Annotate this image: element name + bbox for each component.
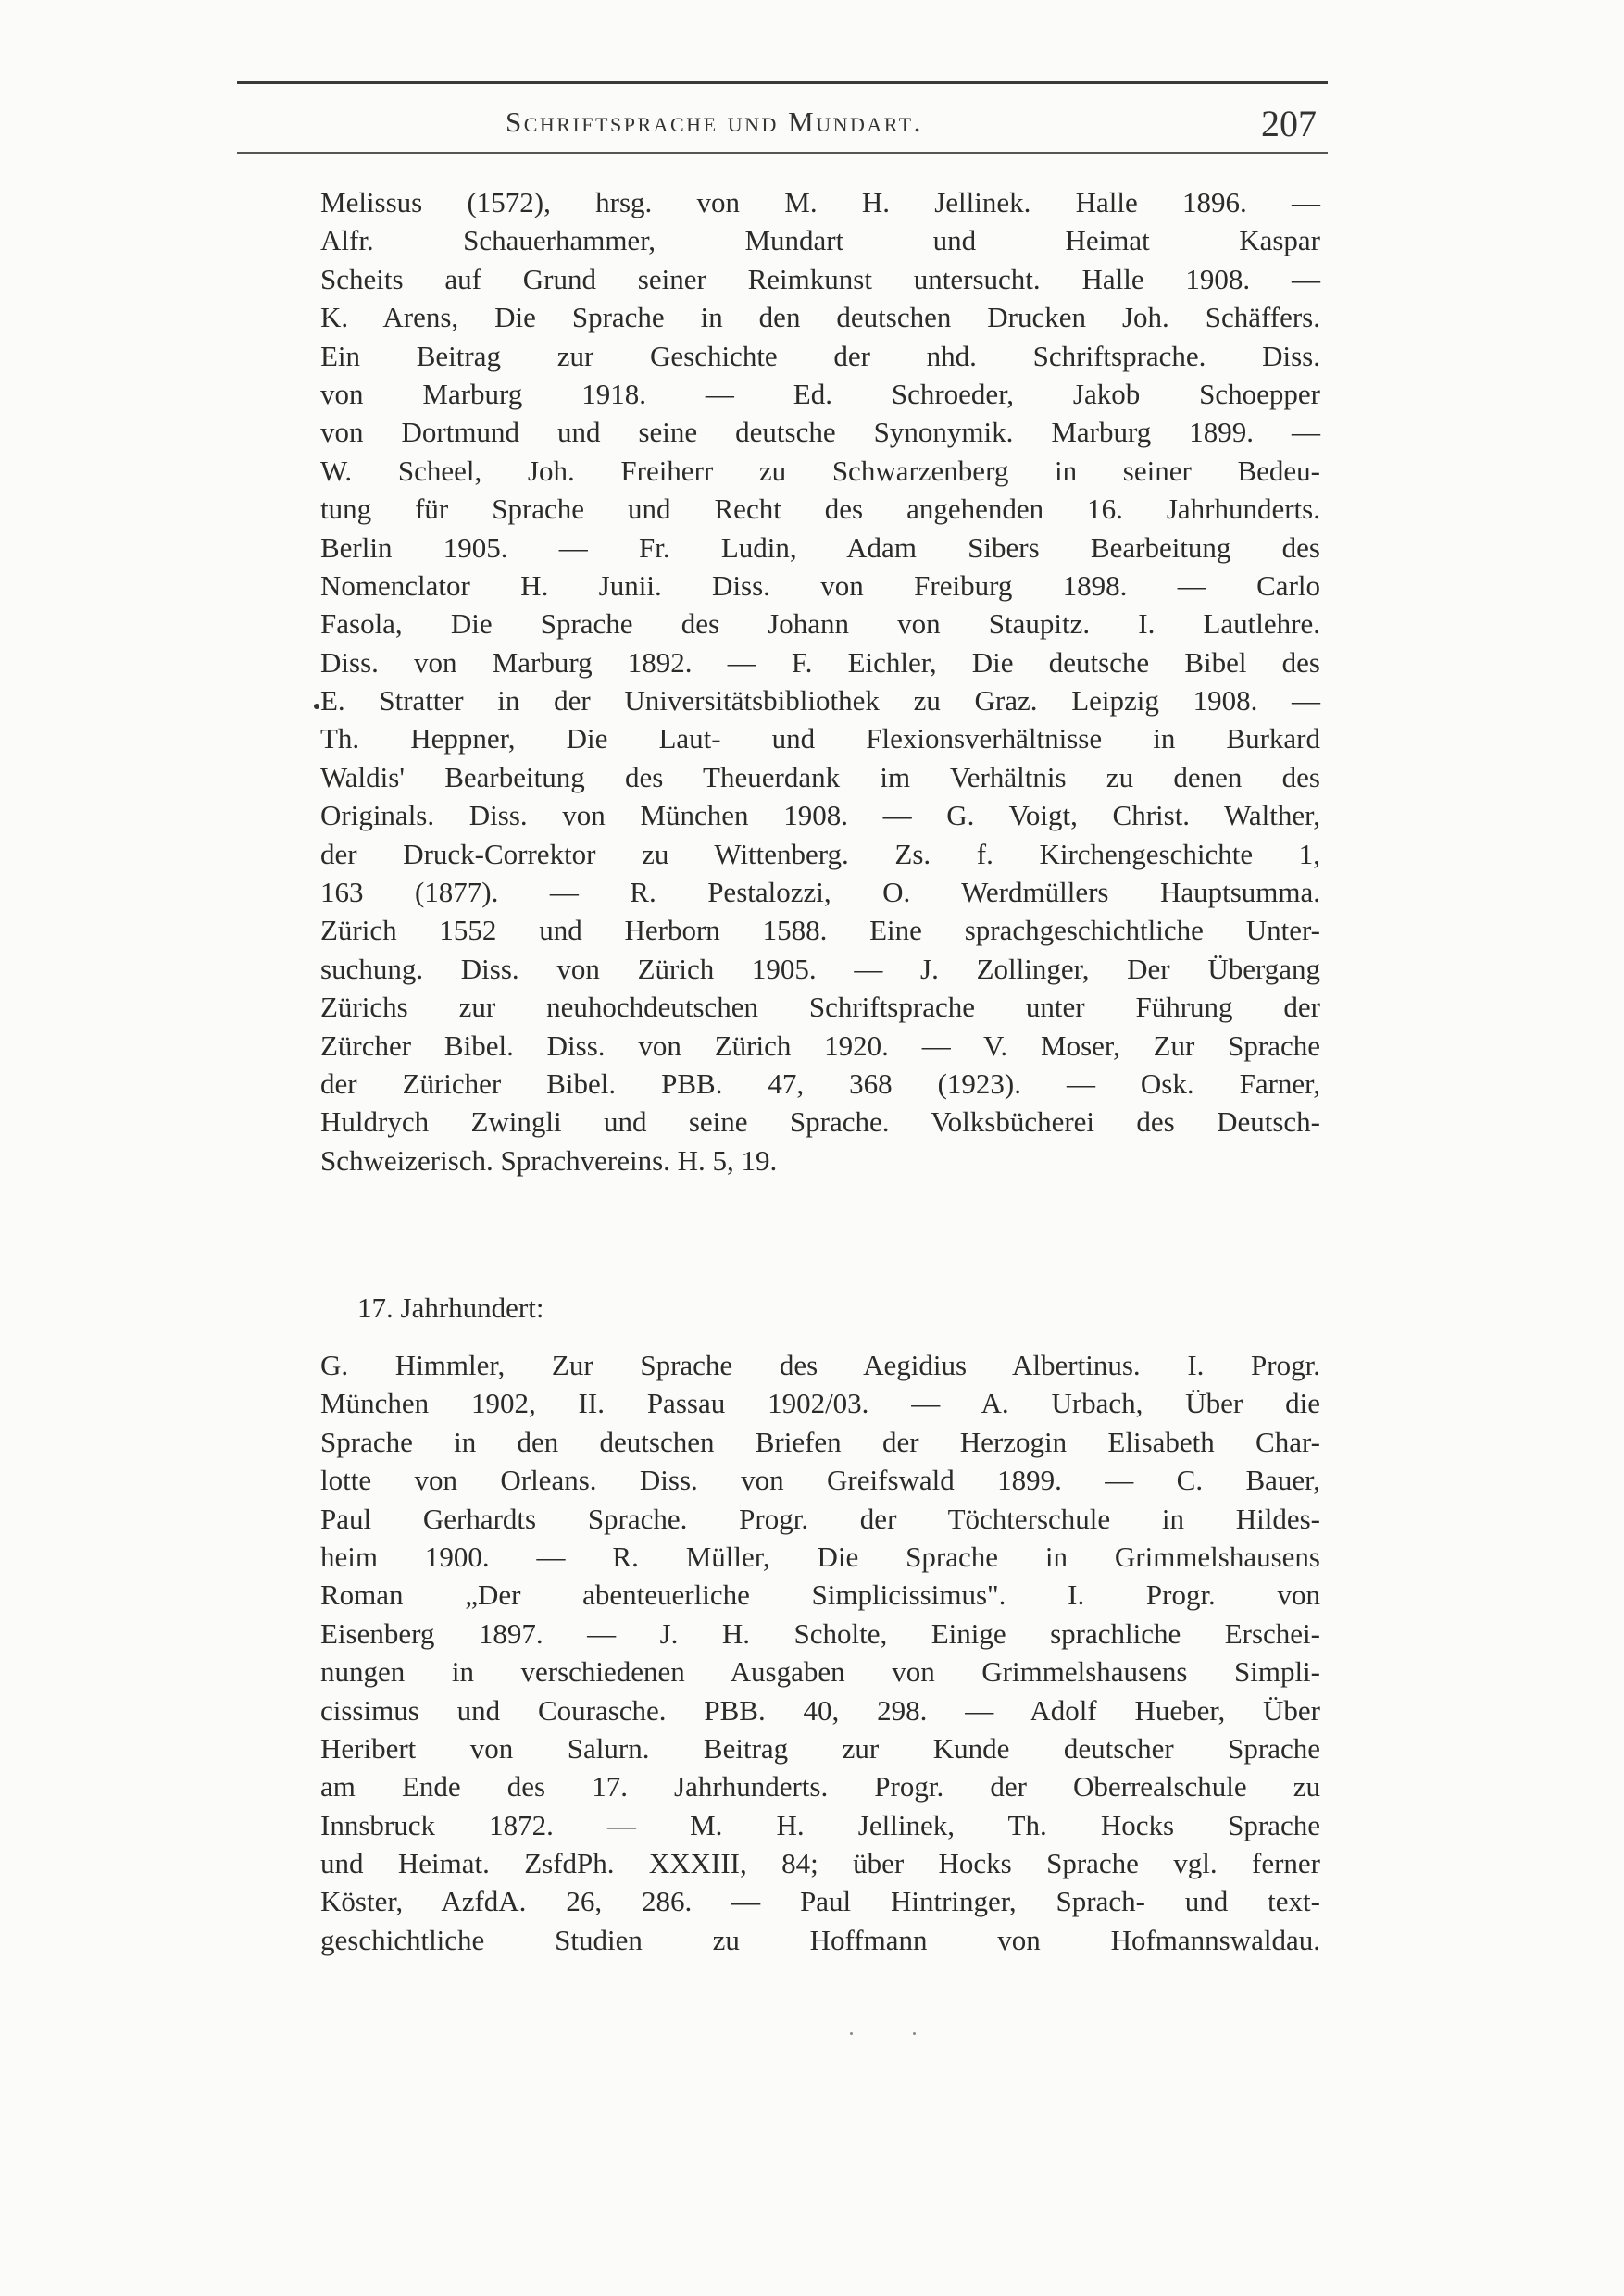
text-line: W. Scheel, Joh. Freiherr zu Schwarzenberg in seiner Bedeu- [320,454,1320,487]
text-line: suchung. Diss. von Zürich 1905. — J. Zollinger, Der Übergang [320,952,1320,985]
text-line: München 1902, II. Passau 1902/03. — A. Urbach, Über die [320,1387,1320,1420]
text-line: G. Himmler, Zur Sprache des Aegidius Albertinus. I. Progr. [320,1349,1320,1381]
header-top-rule [237,81,1328,84]
text-line: Heribert von Salurn. Beitrag zur Kunde deutscher Sprache [320,1731,1320,1765]
text-line: nungen in verschiedenen Ausgaben von Grimmelshausens Simpli- [320,1655,1320,1689]
text-line: Zürich 1552 und Herborn 1588. Eine sprachgeschichtliche Unter- [320,914,1320,947]
text-line: Innsbruck 1872. — M. H. Jellinek, Th. Hocks Sprache [320,1808,1320,1841]
text-line: Huldrych Zwingli und seine Sprache. Volksbücherei des Deutsch- [320,1105,1320,1139]
text-line: am Ende des 17. Jahrhunderts. Progr. der Oberrealschule zu [320,1770,1320,1803]
bibliography-paragraph-17th-century [320,1346,1320,1959]
text-line: Paul Gerhardts Sprache. Progr. der Töchterschule in Hildes- [320,1502,1320,1535]
text-line: heim 1900. — R. Müller, Die Sprache in Grimmelshausens [320,1540,1320,1573]
text-line: von Dortmund und seine deutsche Synonymik. Marburg 1899. — [320,416,1320,449]
header-bottom-rule [237,152,1328,154]
text-line: K. Arens, Die Sprache in den deutschen Drucken Joh. Schäffers. [320,301,1320,334]
section-heading-17th-century: 17. Jahrhundert: [357,1292,544,1324]
page-number: 207 [1261,103,1317,144]
text-line: der Druck-Correktor zu Wittenberg. Zs. f. Kirchengeschichte 1, [320,837,1320,870]
text-line: Nomenclator H. Junii. Diss. von Freiburg 1898. — Carlo [320,568,1320,602]
text-line: und Heimat. ZsfdPh. XXXIII, 84; über Hocks Sprache vgl. ferner [320,1847,1320,1880]
text-line: 163 (1877). — R. Pestalozzi, O. Werdmüllers Hauptsumma. [320,876,1320,909]
bibliography-paragraph-16th-century [320,183,1320,1179]
text-line: Ein Beitrag zur Geschichte der nhd. Schriftsprache. Diss. [320,339,1320,372]
text-line: der Züricher Bibel. PBB. 47, 368 (1923). — Osk. Farner, [320,1067,1320,1100]
text-line: Scheits auf Grund seiner Reimkunst untersucht. Halle 1908. — [320,262,1320,295]
scan-speck [913,2032,916,2035]
text-line: Waldis' Bearbeitung des Theuerdank im Verhältnis zu denen des [320,760,1320,793]
text-line: Roman „Der abenteuerliche Simplicissimus". I. Progr. von [320,1578,1320,1612]
text-line: Köster, AzfdA. 26, 286. — Paul Hintringer, Sprach- und text- [320,1885,1320,1918]
scan-speck [850,2032,853,2035]
text-line: Diss. von Marburg 1892. — F. Eichler, Die deutsche Bibel des [320,645,1320,679]
text-line: Fasola, Die Sprache des Johann von Staupitz. I. Lautlehre. [320,607,1320,641]
running-title: Schriftsprache und Mundart. [506,106,923,138]
text-line: lotte von Orleans. Diss. von Greifswald 1899. — C. Bauer, [320,1464,1320,1497]
text-line: Eisenberg 1897. — J. H. Scholte, Einige sprachliche Erschei- [320,1616,1320,1650]
margin-mark [314,704,319,709]
text-line: Alfr. Schauerhammer, Mundart und Heimat Kaspar [320,224,1320,257]
text-line: geschichtliche Studien zu Hoffmann von Hofmannswaldau. [320,1923,1320,1956]
text-line: tung für Sprache und Recht des angehenden 16. Jahrhunderts. [320,493,1320,526]
text-line: Sprache in den deutschen Briefen der Herzogin Elisabeth Char- [320,1425,1320,1458]
text-line: cissimus und Courasche. PBB. 40, 298. — Adolf Hueber, Über [320,1693,1320,1727]
text-line: Melissus (1572), hrsg. von M. H. Jellinek. Halle 1896. — [320,186,1320,218]
text-line: Berlin 1905. — Fr. Ludin, Adam Sibers Bearbeitung des [320,530,1320,564]
text-line: Th. Heppner, Die Laut- und Flexionsverhältnisse in Burkard [320,722,1320,755]
text-line: Schweizerisch. Sprachvereins. H. 5, 19. [320,1143,778,1177]
text-line: Zürcher Bibel. Diss. von Zürich 1920. — V. Moser, Zur Sprache [320,1029,1320,1062]
text-line: Originals. Diss. von München 1908. — G. Voigt, Christ. Walther, [320,799,1320,832]
text-line: E. Stratter in der Universitätsbibliothek zu Graz. Leipzig 1908. — [320,684,1320,718]
text-line: von Marburg 1918. — Ed. Schroeder, Jakob Schoepper [320,377,1320,410]
text-line: Zürichs zur neuhochdeutschen Schriftsprache unter Führung der [320,991,1320,1024]
